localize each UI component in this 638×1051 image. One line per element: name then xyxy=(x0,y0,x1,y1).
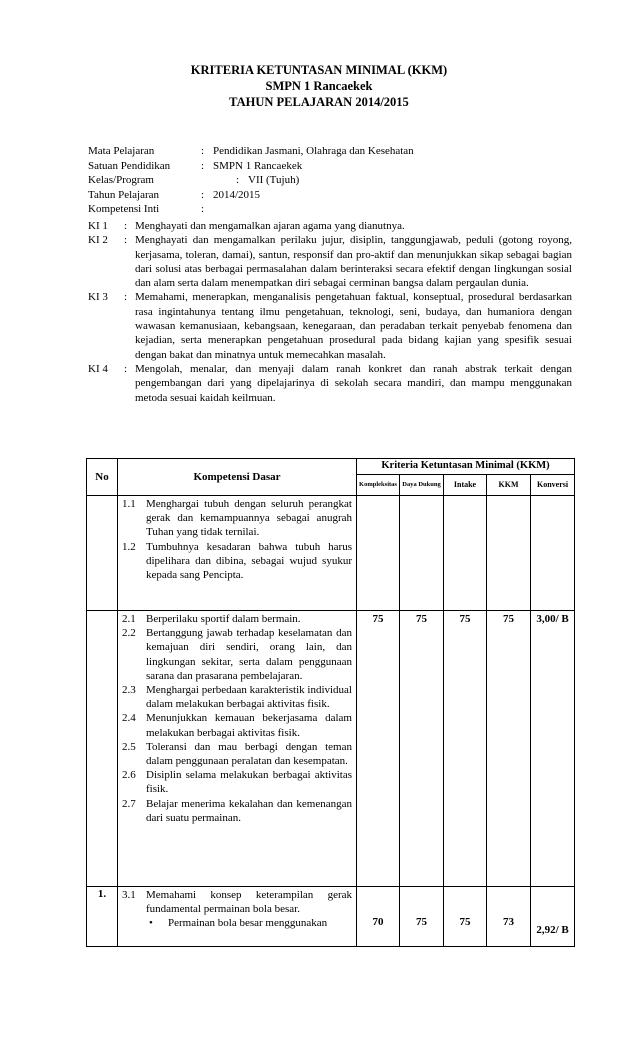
daya-dukung-value: 75 xyxy=(400,887,444,947)
info-colon: : xyxy=(201,188,205,201)
ki-text: Memahami, menerapkan, menganalisis pengetahuan faktual, konseptual, prosedural berdasarkan rasa ingintahunya tentang ilmu pengetahuan, teknologi, seni, budaya, dan humaniora dengan wawasan kemanusiaan, kebangsaan, kenegaraan, dan peradaban terkait penyebab fenomena dan kejadian, serta menerapkan pengetahuan prosedural pada bidang kajian yang spesifik sesuai dengan bakat dan minatnya untuk memecahkan masalah. xyxy=(135,291,572,361)
kompleksitas-value: 70 xyxy=(357,887,400,947)
ki-item xyxy=(88,233,572,290)
kd-number: 2.2 xyxy=(122,627,136,640)
info-value: SMPN 1 Rancaekek xyxy=(213,159,303,172)
info-label: Satuan Pendidikan xyxy=(88,159,171,172)
ki-key: KI 2 xyxy=(88,234,108,247)
table-row xyxy=(87,887,575,947)
bullet-icon: • xyxy=(149,917,153,930)
core-competencies xyxy=(88,219,572,405)
kd-bullet-item xyxy=(122,916,352,930)
kd-text: Permainan bola besar menggunakan xyxy=(168,917,328,930)
table-row xyxy=(87,611,575,887)
kd-text: Menunjukkan kemauan bekerjasama dalam melakukan berbagai aktivitas fisik. xyxy=(146,712,352,739)
kd-text: Tumbuhnya kesadaran bahwa tubuh harus dipelihara dan dibina, sebagai wujud syukur kepada sang Pencipta. xyxy=(146,540,352,582)
kd-cell xyxy=(118,611,357,887)
kd-item xyxy=(122,740,352,768)
kd-number: 2.3 xyxy=(122,684,136,697)
konversi-value: 2,92/ B xyxy=(531,887,575,947)
kd-number: 1.2 xyxy=(122,540,136,553)
kompleksitas-value: 75 xyxy=(357,611,400,887)
ki-key: KI 1 xyxy=(88,220,108,232)
header-kompleksitas: Kompleksitas xyxy=(357,475,400,496)
school-name: SMPN 1 Rancaekek xyxy=(265,79,373,93)
ki-text: Menghayati dan mengamalkan perilaku jujur, disiplin, tanggungjawab, peduli (gotong royong, kerjasama, toleran, damai), santun, responsif dan pro-aktif dan menunjukkan sikap sebagai bagian dari solusi atas berbagai permasalahan dalam berinteraksi secara efektif dengan lingkungan sosial dan alam serta dalam menempatkan diri sebagai cerminan bangsa dalam pergaulan dunia. xyxy=(135,234,572,290)
kd-text: Belajar menerima kekalahan dan kemenangan dari suatu permainan. xyxy=(146,797,352,824)
ki-colon: : xyxy=(124,362,128,375)
kd-item xyxy=(122,540,352,583)
row-no xyxy=(87,496,118,611)
kkm-value: 75 xyxy=(487,611,531,887)
info-label: Kompetensi Inti xyxy=(88,203,160,215)
ki-colon: : xyxy=(124,234,128,247)
info-colon: : xyxy=(236,174,240,186)
ki-item xyxy=(88,362,572,405)
academic-year-title: TAHUN PELAJARAN 2014/2015 xyxy=(229,95,409,109)
header-kkm-group: Kriteria Ketuntasan Minimal (KKM) xyxy=(357,459,575,475)
ki-text: Menghayati dan mengamalkan ajaran agama yang dianutnya. xyxy=(135,220,405,232)
daya-dukung-value xyxy=(400,496,444,611)
daya-dukung-value: 75 xyxy=(400,611,444,887)
document-title: KRITERIA KETUNTASAN MINIMAL (KKM) xyxy=(190,63,448,77)
ki-colon: : xyxy=(124,291,128,304)
kd-item xyxy=(122,888,352,916)
kd-number: 2.5 xyxy=(122,740,136,753)
header-no: No xyxy=(87,459,118,496)
kd-cell xyxy=(118,496,357,611)
info-colon: : xyxy=(201,203,205,215)
kd-number: 2.1 xyxy=(122,613,136,625)
kd-number: 2.4 xyxy=(122,712,136,725)
intake-value xyxy=(444,496,487,611)
header-konversi: Konversi xyxy=(531,475,575,496)
kd-number: 3.1 xyxy=(122,889,136,901)
kd-item xyxy=(122,626,352,683)
ki-key: KI 4 xyxy=(88,362,108,375)
kd-item xyxy=(122,711,352,739)
kd-item xyxy=(122,612,352,626)
info-label: Kelas/Program xyxy=(88,174,154,186)
kd-text: Toleransi dan mau berbagi dengan teman dalam penggunaan peralatan dan kesempatan. xyxy=(146,740,352,768)
info-colon: : xyxy=(201,159,205,172)
kd-number: 1.1 xyxy=(122,498,136,510)
info-value: 2014/2015 xyxy=(213,188,261,201)
header-intake: Intake xyxy=(444,475,487,496)
info-value: Pendidikan Jasmani, Olahraga dan Kesehatan xyxy=(213,145,414,157)
header-daya-dukung: Daya Dukung xyxy=(400,475,444,496)
ki-key: KI 3 xyxy=(88,291,108,304)
row-no: 1. xyxy=(87,887,118,947)
kd-text: Berperilaku sportif dalam bermain. xyxy=(146,613,301,625)
table-row xyxy=(87,496,575,611)
kkm-table xyxy=(86,458,575,947)
ki-colon: : xyxy=(124,220,128,232)
info-label: Mata Pelajaran xyxy=(88,145,155,157)
intake-value: 75 xyxy=(444,611,487,887)
kd-cell xyxy=(118,887,357,947)
kd-item xyxy=(122,797,352,825)
kd-number: 2.6 xyxy=(122,769,136,782)
row-no xyxy=(87,611,118,887)
info-label: Tahun Pelajaran xyxy=(88,188,160,201)
kd-text: Bertanggung jawab terhadap keselamatan dan kemajuan diri sendiri, orang lain, dan lingkungan sekitar, serta dalam penggunaan sarana dan prasarana pembelajaran. xyxy=(146,627,352,682)
kd-item xyxy=(122,683,352,711)
info-value: VII (Tujuh) xyxy=(248,174,300,186)
ki-text: Mengolah, menalar, dan menyaji dalam ranah konkret dan ranah abstrak terkait dengan pengembangan dari yang dipelajarinya di sekolah secara mandiri, dan mampu menggunakan metoda sesuai kaidah keilmuan. xyxy=(135,362,572,404)
ki-item xyxy=(88,219,572,233)
header-kd: Kompetensi Dasar xyxy=(118,459,357,496)
kd-item xyxy=(122,768,352,796)
kd-text: Disiplin selama melakukan berbagai aktivitas fisik. xyxy=(146,769,352,796)
kd-text: Memahami konsep keterampilan gerak fundamental permainan bola besar. xyxy=(146,889,352,916)
kompleksitas-value xyxy=(357,496,400,611)
kkm-value: 73 xyxy=(487,887,531,947)
header-kkm: KKM xyxy=(487,475,531,496)
kkm-value xyxy=(487,496,531,611)
konversi-value xyxy=(531,496,575,611)
kd-item xyxy=(122,497,352,540)
kd-number: 2.7 xyxy=(122,797,136,810)
ki-item xyxy=(88,290,572,361)
intake-value: 75 xyxy=(444,887,487,947)
info-colon: : xyxy=(201,145,205,157)
kd-text: Menghargai tubuh dengan seluruh perangkat gerak dan kemampuannya sebagai anugrah Tuhan yang tidak ternilai. xyxy=(146,498,352,539)
kd-text: Menghargai perbedaan karakteristik individual dalam melakukan berbagai aktivitas fisik. xyxy=(146,684,352,711)
konversi-value: 3,00/ B xyxy=(531,611,575,887)
